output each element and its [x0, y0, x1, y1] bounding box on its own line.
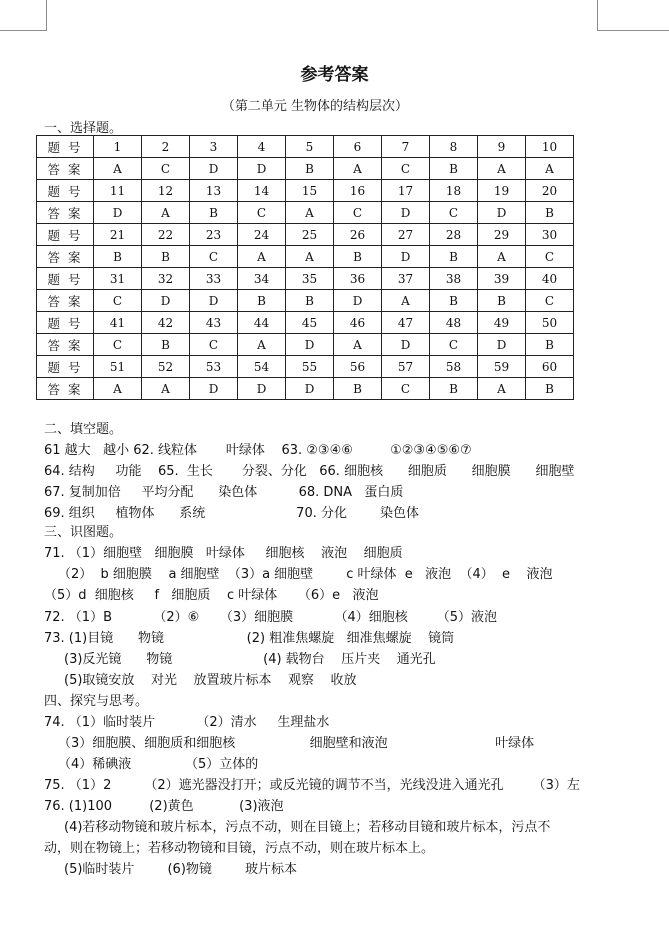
answer-cell: D	[478, 202, 526, 224]
answer-cell: A	[286, 246, 334, 268]
question-number-cell: 29	[478, 224, 526, 246]
question-number-cell: 31	[94, 268, 142, 290]
question-number-cell: 55	[286, 356, 334, 378]
question-number-cell: 33	[190, 268, 238, 290]
question-number-cell: 47	[382, 312, 430, 334]
question-number-cell: 43	[190, 312, 238, 334]
question-number-cell: 58	[430, 356, 478, 378]
inquiry-line-74-3: （4）稀碘液 （5）立体的	[58, 757, 259, 772]
question-number-cell: 4	[238, 136, 286, 158]
question-number-cell: 21	[94, 224, 142, 246]
answer-cell: A	[238, 334, 286, 356]
answer-cell: A	[142, 202, 190, 224]
answer-cell: A	[334, 334, 382, 356]
answer-cell: D	[382, 334, 430, 356]
question-number-cell: 9	[478, 136, 526, 158]
row-label-answer: 答 案	[37, 158, 94, 180]
question-number-cell: 42	[142, 312, 190, 334]
answer-cell: A	[94, 158, 142, 180]
question-number-row	[37, 268, 574, 290]
question-number-cell: 39	[478, 268, 526, 290]
question-number-cell: 37	[382, 268, 430, 290]
question-number-cell: 59	[478, 356, 526, 378]
answer-cell: D	[94, 202, 142, 224]
answer-cell: D	[190, 158, 238, 180]
question-number-cell: 32	[142, 268, 190, 290]
answer-cell: D	[190, 290, 238, 312]
question-number-cell: 17	[382, 180, 430, 202]
question-number-cell: 20	[526, 180, 574, 202]
inquiry-line-76-4: (5)临时装片 (6)物镜 玻片标本	[64, 862, 297, 877]
diagram-line-72: 72. （1）B （2）⑥ （3）细胞膜 （4）细胞核 （5）液泡	[44, 610, 497, 625]
answer-cell: C	[430, 202, 478, 224]
fill-line-61-63: 61 越大 越小 62. 线粒体 叶绿体 63. ②③④⑥ ①②③④⑤⑥⑦	[44, 443, 472, 458]
row-label-question: 题 号	[37, 180, 94, 202]
answer-table	[36, 135, 574, 400]
question-number-row	[37, 224, 574, 246]
answer-cell: C	[94, 334, 142, 356]
inquiry-line-76-1: 76. (1)100 (2)黄色 (3)液泡	[44, 799, 284, 814]
answer-cell: A	[478, 158, 526, 180]
row-label-answer: 答 案	[37, 246, 94, 268]
question-number-cell: 14	[238, 180, 286, 202]
answer-cell: A	[478, 246, 526, 268]
diagram-line-71-2: （2） b 细胞膜 a 细胞壁 （3）a 细胞壁 c 叶绿体 e 液泡 （4） e 液泡	[58, 567, 553, 582]
answer-cell: B	[238, 290, 286, 312]
fill-line-64-66: 64. 结构 功能 65. 生长 分裂、分化 66. 细胞核 细胞质 细胞膜 细胞壁	[44, 464, 575, 479]
crop-mark-top-left-v	[46, 0, 47, 31]
answer-cell: D	[382, 202, 430, 224]
answer-row	[37, 378, 574, 400]
inquiry-line-76-2: (4)若移动物镜和玻片标本，污点不动，则在目镜上；若移动目镜和玻片标本，污点不	[64, 820, 551, 835]
fill-line-67-68: 67. 复制加倍 平均分配 染色体 68. DNA 蛋白质	[44, 485, 404, 500]
answer-row	[37, 158, 574, 180]
section1-heading: 一、选择题。	[44, 121, 123, 136]
row-label-question: 题 号	[37, 312, 94, 334]
answer-cell: B	[334, 246, 382, 268]
question-number-cell: 35	[286, 268, 334, 290]
answer-cell: B	[94, 246, 142, 268]
answer-cell: B	[478, 290, 526, 312]
question-number-cell: 3	[190, 136, 238, 158]
page-title: 参考答案	[300, 65, 369, 85]
question-number-cell: 46	[334, 312, 382, 334]
question-number-cell: 22	[142, 224, 190, 246]
question-number-cell: 16	[334, 180, 382, 202]
question-number-cell: 19	[478, 180, 526, 202]
answer-cell: B	[526, 334, 574, 356]
answer-cell: A	[478, 378, 526, 400]
inquiry-line-74-1: 74. （1）临时装片 （2）清水 生理盐水	[44, 715, 330, 730]
question-number-cell: 10	[526, 136, 574, 158]
answer-cell: D	[286, 378, 334, 400]
question-number-row	[37, 180, 574, 202]
question-number-cell: 24	[238, 224, 286, 246]
question-number-cell: 26	[334, 224, 382, 246]
question-number-row	[37, 312, 574, 334]
answer-cell: B	[430, 246, 478, 268]
question-number-cell: 52	[142, 356, 190, 378]
question-number-cell: 12	[142, 180, 190, 202]
crop-mark-top-left-h	[0, 30, 46, 31]
section4-heading: 四、探究与思考。	[44, 694, 149, 709]
crop-mark-top-right-h	[598, 30, 669, 31]
row-label-question: 题 号	[37, 268, 94, 290]
answer-cell: B	[430, 378, 478, 400]
inquiry-line-74-2: （3）细胞膜、细胞质和细胞核 细胞壁和液泡 叶绿体	[58, 736, 535, 751]
answer-cell: B	[286, 158, 334, 180]
question-number-cell: 51	[94, 356, 142, 378]
answer-row	[37, 246, 574, 268]
diagram-line-71-1: 71. （1）细胞壁 细胞膜 叶绿体 细胞核 液泡 细胞质	[44, 546, 403, 561]
answer-cell: B	[526, 378, 574, 400]
diagram-line-73-2: (3)反光镜 物镜 (4) 载物台 压片夹 通光孔	[64, 652, 436, 667]
answer-cell: A	[286, 202, 334, 224]
question-number-cell: 11	[94, 180, 142, 202]
fill-line-69-70: 69. 组织 植物体 系统 70. 分化 染色体	[44, 506, 420, 521]
question-number-cell: 1	[94, 136, 142, 158]
answer-cell: C	[190, 334, 238, 356]
question-number-row	[37, 136, 574, 158]
crop-mark-top-right-v	[597, 0, 598, 31]
diagram-line-73-3: (5)取镜安放 对光 放置玻片标本 观察 收放	[64, 673, 357, 688]
answer-cell: C	[382, 158, 430, 180]
answer-cell: D	[190, 378, 238, 400]
answer-cell: B	[190, 202, 238, 224]
question-number-cell: 27	[382, 224, 430, 246]
answer-cell: A	[142, 378, 190, 400]
question-number-cell: 2	[142, 136, 190, 158]
answer-cell: C	[94, 290, 142, 312]
answer-cell: D	[286, 334, 334, 356]
answer-cell: B	[286, 290, 334, 312]
answer-cell: C	[334, 202, 382, 224]
question-number-cell: 53	[190, 356, 238, 378]
answer-cell: D	[334, 290, 382, 312]
answer-cell: B	[334, 378, 382, 400]
question-number-cell: 5	[286, 136, 334, 158]
inquiry-line-75: 75. （1）2 （2）遮光器没打开；或反光镜的调节不当，光线没进入通光孔 （3）左	[44, 778, 580, 793]
row-label-question: 题 号	[37, 356, 94, 378]
answer-cell: C	[238, 202, 286, 224]
answer-cell: B	[526, 202, 574, 224]
question-number-cell: 57	[382, 356, 430, 378]
answer-cell: C	[526, 290, 574, 312]
question-number-cell: 60	[526, 356, 574, 378]
question-number-cell: 54	[238, 356, 286, 378]
row-label-answer: 答 案	[37, 290, 94, 312]
question-number-cell: 41	[94, 312, 142, 334]
answer-cell: A	[382, 290, 430, 312]
answer-cell: A	[526, 158, 574, 180]
question-number-cell: 48	[430, 312, 478, 334]
answer-cell: A	[334, 158, 382, 180]
question-number-cell: 18	[430, 180, 478, 202]
question-number-cell: 25	[286, 224, 334, 246]
row-label-answer: 答 案	[37, 378, 94, 400]
answer-cell: B	[430, 290, 478, 312]
answer-cell: D	[382, 246, 430, 268]
answer-cell: C	[142, 158, 190, 180]
answer-cell: A	[94, 378, 142, 400]
answer-cell: D	[478, 334, 526, 356]
question-number-cell: 36	[334, 268, 382, 290]
answer-cell: B	[142, 246, 190, 268]
section2-heading: 二、填空题。	[44, 422, 123, 437]
answer-cell: C	[430, 334, 478, 356]
section3-heading: 三、识图题。	[44, 525, 123, 540]
question-number-cell: 8	[430, 136, 478, 158]
question-number-cell: 28	[430, 224, 478, 246]
answer-cell: C	[382, 378, 430, 400]
question-number-cell: 40	[526, 268, 574, 290]
answer-cell: D	[238, 158, 286, 180]
question-number-cell: 6	[334, 136, 382, 158]
diagram-line-73-1: 73. (1)目镜 物镜 (2) 粗准焦螺旋 细准焦螺旋 镜筒	[44, 631, 455, 646]
question-number-cell: 13	[190, 180, 238, 202]
question-number-cell: 38	[430, 268, 478, 290]
inquiry-line-76-3: 动，则在物镜上；若移动物镜和目镜，污点不动，则在玻片标本上。	[44, 841, 435, 856]
question-number-cell: 34	[238, 268, 286, 290]
answer-cell: D	[238, 378, 286, 400]
answer-cell: C	[190, 246, 238, 268]
row-label-answer: 答 案	[37, 202, 94, 224]
question-number-cell: 30	[526, 224, 574, 246]
answer-cell: D	[142, 290, 190, 312]
question-number-cell: 50	[526, 312, 574, 334]
answer-cell: C	[526, 246, 574, 268]
question-number-cell: 15	[286, 180, 334, 202]
answer-row	[37, 334, 574, 356]
row-label-answer: 答 案	[37, 334, 94, 356]
question-number-cell: 56	[334, 356, 382, 378]
row-label-question: 题 号	[37, 224, 94, 246]
question-number-cell: 23	[190, 224, 238, 246]
page-subtitle: （第二单元 生物体的结构层次）	[221, 99, 409, 114]
question-number-cell: 49	[478, 312, 526, 334]
answer-cell: B	[142, 334, 190, 356]
question-number-cell: 45	[286, 312, 334, 334]
row-label-question: 题 号	[37, 136, 94, 158]
question-number-cell: 44	[238, 312, 286, 334]
answer-cell: A	[238, 246, 286, 268]
answer-row	[37, 202, 574, 224]
answer-row	[37, 290, 574, 312]
diagram-line-71-3: （5）d 细胞核 f 细胞质 c 叶绿体 （6）e 液泡	[44, 588, 379, 603]
question-number-row	[37, 356, 574, 378]
question-number-cell: 7	[382, 136, 430, 158]
answer-cell: B	[430, 158, 478, 180]
